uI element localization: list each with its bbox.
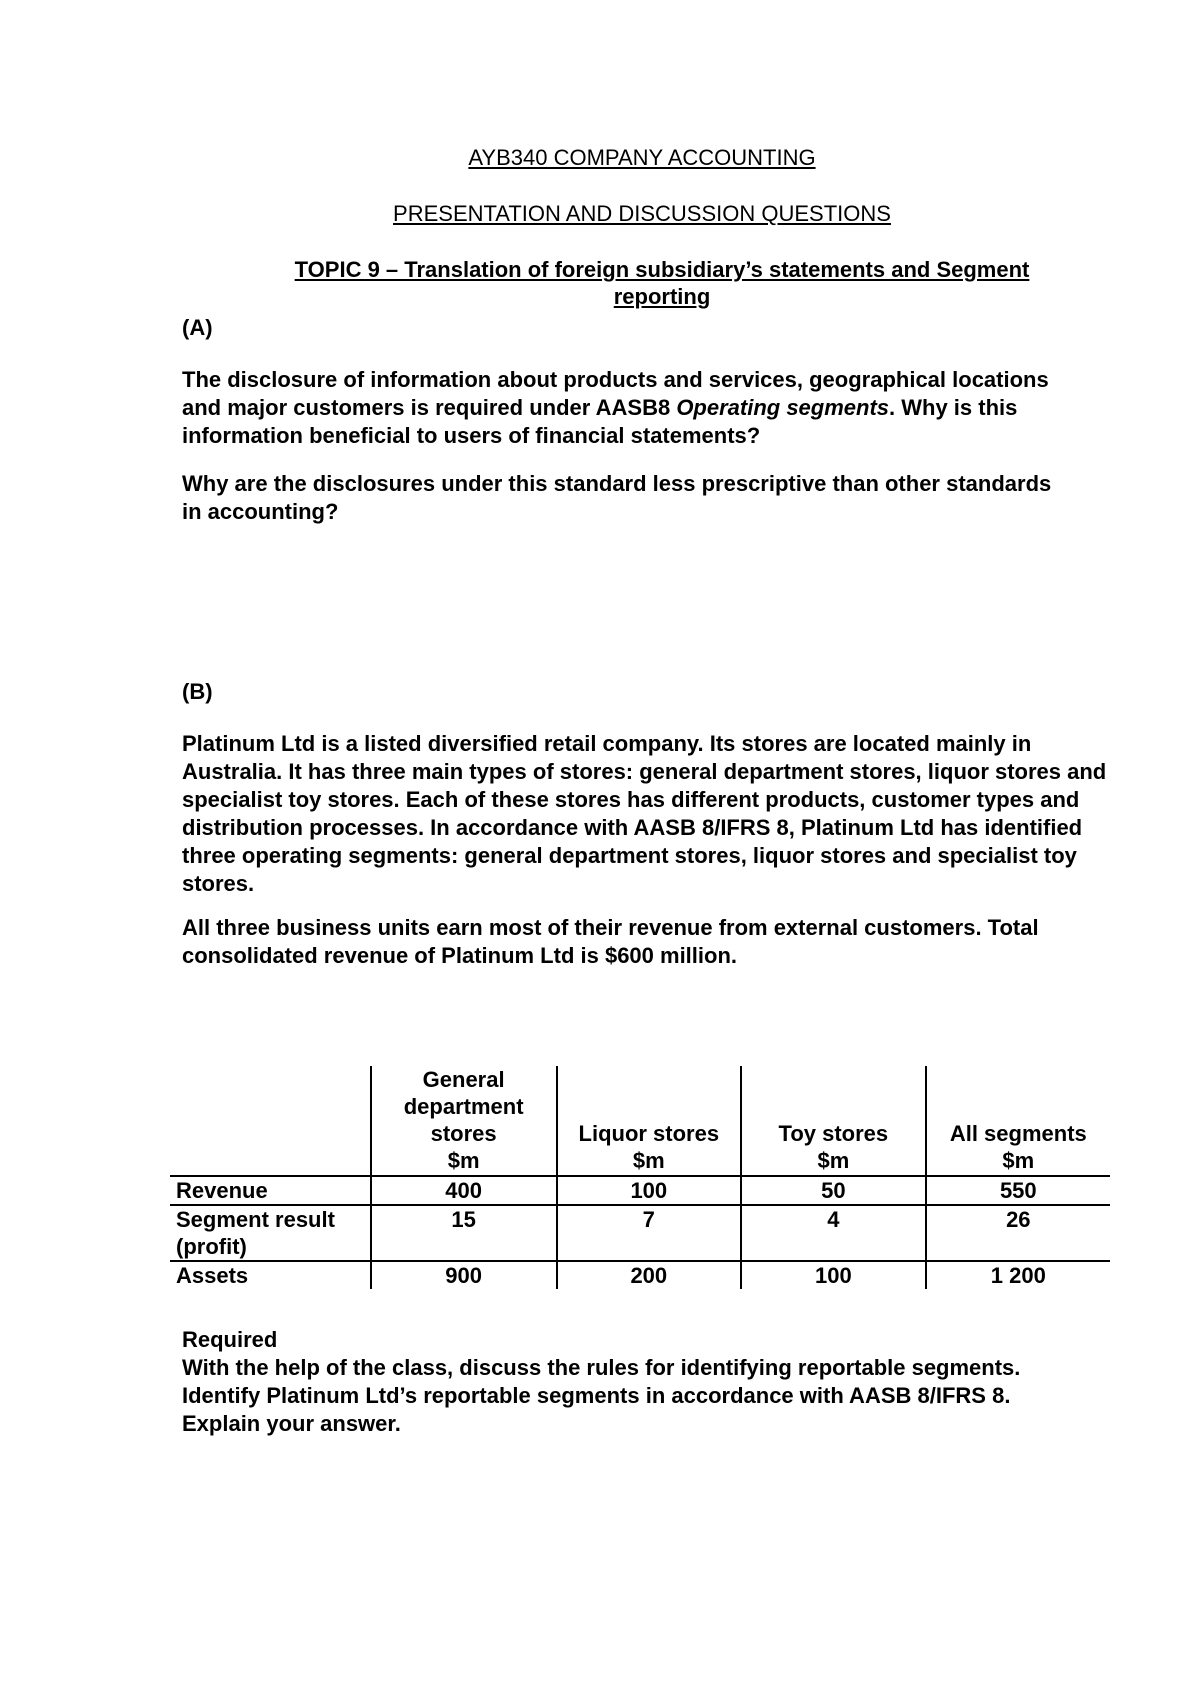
section-b-paragraph-1: Platinum Ltd is a listed diversified retail company. Its stores are located mainly in Australia. It has three main types of stores: general department stores, liquor stores and specialist toy stores. Each of these stores has different products, customer types and distribution processes. In accordance with AASB 8/IFRS 8, Platinum Ltd has identified three operating segments: general department stores, liquor stores and specialist toy stores. bbox=[182, 731, 1107, 896]
table-cell: 26 bbox=[926, 1205, 1110, 1261]
table-cell: 400 bbox=[371, 1176, 557, 1205]
section-a-label: (A) bbox=[182, 315, 213, 340]
course-title: AYB340 COMPANY ACCOUNTING bbox=[468, 145, 816, 170]
topic-heading-line1: TOPIC 9 – Translation of foreign subsidiary’s statements and Segment bbox=[294, 257, 1030, 282]
standard-name-italic: Operating segments bbox=[676, 395, 890, 420]
table-cell: 900 bbox=[371, 1261, 557, 1289]
document-subtitle: PRESENTATION AND DISCUSSION QUESTIONS bbox=[393, 201, 891, 226]
section-a-p1-post: . Why is this information beneficial to users of financial statements? bbox=[182, 395, 1018, 448]
table-cell: 15 bbox=[371, 1205, 557, 1261]
topic-heading bbox=[222, 256, 1102, 310]
table-header-liquor: Liquor stores $m bbox=[557, 1066, 742, 1176]
table-header-toy: Toy stores $m bbox=[741, 1066, 926, 1176]
row-label-revenue: Revenue bbox=[170, 1176, 371, 1205]
section-b-paragraph-2: All three business units earn most of their revenue from external customers. Total consolidated revenue of Platinum Ltd is $600 million. bbox=[182, 915, 1039, 968]
table-header-row bbox=[170, 1066, 1110, 1176]
table-row bbox=[170, 1261, 1110, 1289]
table-cell: 7 bbox=[557, 1205, 742, 1261]
table-cell: 100 bbox=[741, 1261, 926, 1289]
row-label-segment-result: Segment result (profit) bbox=[170, 1205, 371, 1261]
table-header-general: General department stores $m bbox=[371, 1066, 557, 1176]
table-header-blank bbox=[170, 1066, 371, 1176]
section-a-paragraph-1 bbox=[182, 366, 1082, 450]
table-cell: 4 bbox=[741, 1205, 926, 1261]
section-a-p1-pre: The disclosure of information about products and services, geographical locations and major customers is required under AASB8 bbox=[182, 367, 1049, 420]
table-cell: 100 bbox=[557, 1176, 742, 1205]
row-label-assets: Assets bbox=[176, 1263, 249, 1288]
segment-table bbox=[170, 1066, 1110, 1289]
section-a-paragraph-2: Why are the disclosures under this standard less prescriptive than other standards in accounting? bbox=[182, 471, 1052, 524]
table-header-all: All segments $m bbox=[926, 1066, 1110, 1176]
topic-heading-line2: reporting bbox=[613, 284, 711, 309]
required-label: Required bbox=[182, 1327, 278, 1352]
section-b-label: (B) bbox=[182, 679, 213, 704]
table-cell: 50 bbox=[741, 1176, 926, 1205]
table-row bbox=[170, 1176, 1110, 1205]
table-row bbox=[170, 1205, 1110, 1261]
table-cell: 550 bbox=[926, 1176, 1110, 1205]
table-cell: 200 bbox=[557, 1261, 742, 1289]
table-cell: 1 200 bbox=[926, 1261, 1110, 1289]
required-text: With the help of the class, discuss the rules for identifying reportable segments. Identify Platinum Ltd’s reportable segments in accordance with AASB 8/IFRS 8. Explain your answer. bbox=[182, 1355, 1021, 1436]
